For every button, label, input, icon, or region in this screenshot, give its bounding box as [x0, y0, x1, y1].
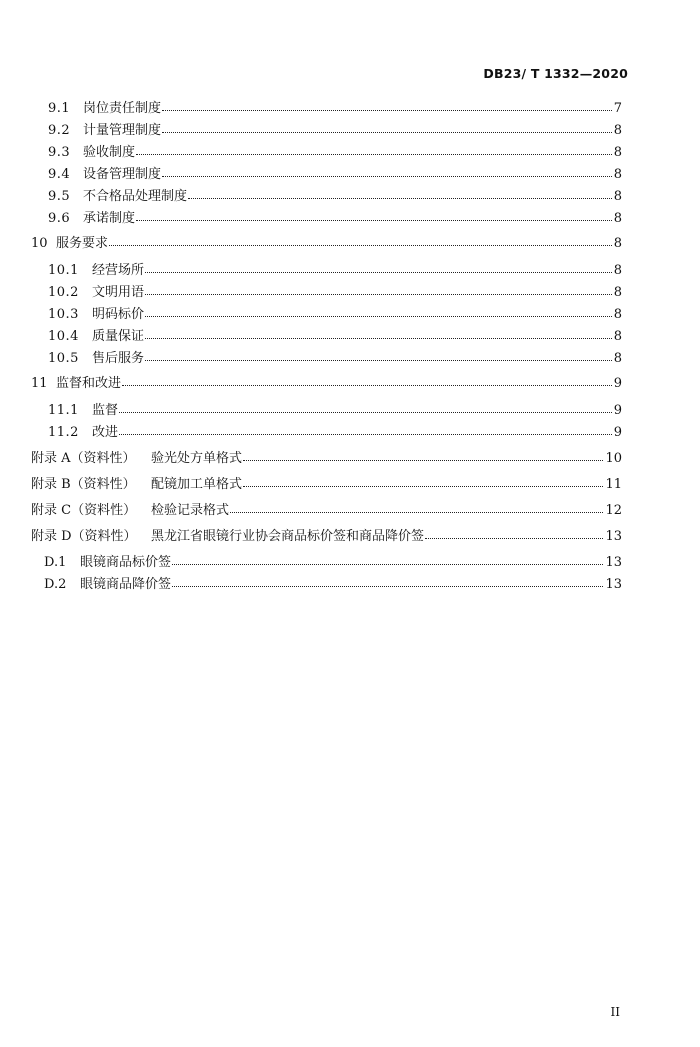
dot-leader: [425, 538, 603, 539]
toc-entry-title: 眼镜商品降价签: [80, 577, 172, 592]
dot-leader: [109, 245, 612, 246]
toc-entry-number: 10.1: [48, 263, 79, 278]
toc-entry-page: 13: [605, 529, 622, 544]
toc-entry-9-4[interactable]: [48, 166, 622, 184]
toc-entry-10-2[interactable]: [48, 284, 622, 302]
toc-entry-page: 8: [613, 285, 622, 300]
toc-entry-page: 9: [613, 425, 622, 440]
toc-entry-page: 8: [613, 167, 622, 182]
toc-entry-title: 眼镜商品标价签: [80, 555, 172, 570]
page-number: II: [610, 1005, 620, 1019]
toc-entry-title: 验收制度: [83, 145, 136, 160]
toc-entry-10-5[interactable]: [48, 350, 622, 368]
toc-entry-title: 配镜加工单格式: [151, 477, 243, 492]
dot-leader: [119, 434, 612, 435]
toc-entry-title: 检验记录格式: [151, 503, 230, 518]
toc-entry-page: 8: [613, 189, 622, 204]
toc-entry-11[interactable]: [31, 375, 622, 393]
dot-leader: [145, 338, 612, 339]
toc-entry-number: 9.1: [48, 101, 71, 116]
dot-leader: [243, 460, 603, 461]
toc-entry-title: 明码标价: [92, 307, 145, 322]
toc-entry-page: 7: [613, 101, 622, 116]
toc-entry-number: 9.4: [48, 167, 71, 182]
toc-entry-title: 计量管理制度: [83, 123, 162, 138]
toc-entry-title: 岗位责任制度: [83, 101, 162, 116]
toc-entry-number: 10.5: [48, 351, 79, 366]
toc-entry-page: 11: [605, 477, 622, 492]
toc-entry-number: 附录 C（资料性）: [31, 503, 137, 518]
toc-entry-page: 10: [605, 451, 622, 466]
toc-entry-number: 9.3: [48, 145, 71, 160]
dot-leader: [145, 316, 612, 317]
toc-entry-9-1[interactable]: [48, 100, 622, 118]
toc-entry-title: 不合格品处理制度: [83, 189, 188, 204]
toc-entry-title: 设备管理制度: [83, 167, 162, 182]
toc-entry-number: 11: [31, 376, 48, 391]
toc-entry-number: D.2: [44, 577, 67, 592]
dot-leader: [136, 154, 612, 155]
toc-entry-page: 8: [613, 329, 622, 344]
dot-leader: [230, 512, 603, 513]
toc-entry-title: 验光处方单格式: [151, 451, 243, 466]
toc-entry-number: 11.2: [48, 425, 79, 440]
toc-entry-number: 附录 D（资料性）: [31, 529, 137, 544]
toc-entry-page: 9: [613, 376, 622, 391]
toc-entry-number: 10: [31, 236, 48, 251]
toc-entry-title: 质量保证: [92, 329, 145, 344]
toc-entry-9-6[interactable]: [48, 210, 622, 228]
dot-leader: [162, 110, 612, 111]
toc-entry-title: 售后服务: [92, 351, 145, 366]
toc-entry-number: 10.2: [48, 285, 79, 300]
toc-entry-number: 10.3: [48, 307, 79, 322]
toc-entry-10-1[interactable]: [48, 262, 622, 280]
toc-entry-page: 8: [613, 123, 622, 138]
toc-entry-appendix-c[interactable]: [31, 502, 622, 520]
toc-entry-page: 13: [605, 577, 622, 592]
toc-entry-title: 承诺制度: [83, 211, 136, 226]
dot-leader: [145, 272, 612, 273]
toc-entry-d-2[interactable]: [44, 576, 622, 594]
toc-entry-title: 改进: [92, 425, 119, 440]
standard-code: DB23/ T 1332—2020: [483, 66, 628, 81]
toc-entry-number: D.1: [44, 555, 67, 570]
toc-entry-number: 9.6: [48, 211, 71, 226]
toc-entry-title: 监督: [92, 403, 119, 418]
toc-entry-page: 8: [613, 351, 622, 366]
dot-leader: [119, 412, 612, 413]
toc-entry-11-2[interactable]: [48, 424, 622, 442]
toc-entry-title: 监督和改进: [56, 376, 122, 391]
toc-entry-page: 8: [613, 307, 622, 322]
toc-entry-page: 8: [613, 263, 622, 278]
toc-entry-10-3[interactable]: [48, 306, 622, 324]
toc-entry-9-3[interactable]: [48, 144, 622, 162]
toc-entry-number: 9.2: [48, 123, 71, 138]
dot-leader: [172, 586, 603, 587]
toc-entry-9-2[interactable]: [48, 122, 622, 140]
toc-entry-10[interactable]: [31, 235, 622, 253]
dot-leader: [145, 294, 612, 295]
toc-entry-number: 附录 B（资料性）: [31, 477, 136, 492]
dot-leader: [136, 220, 612, 221]
toc-entry-number: 10.4: [48, 329, 79, 344]
toc-entry-title: 经营场所: [92, 263, 145, 278]
toc-entry-title: 黑龙江省眼镜行业协会商品标价签和商品降价签: [151, 529, 425, 544]
toc-entry-d-1[interactable]: [44, 554, 622, 572]
toc-entry-title: 文明用语: [92, 285, 145, 300]
toc-entry-title: 服务要求: [56, 236, 109, 251]
dot-leader: [243, 486, 603, 487]
toc-entry-number: 9.5: [48, 189, 71, 204]
toc-entry-page: 8: [613, 236, 622, 251]
toc-entry-number: 附录 A（资料性）: [31, 451, 136, 466]
dot-leader: [188, 198, 612, 199]
dot-leader: [162, 132, 612, 133]
dot-leader: [122, 385, 612, 386]
toc-entry-page: 9: [613, 403, 622, 418]
toc-entry-page: 13: [605, 555, 622, 570]
toc-entry-appendix-a[interactable]: [31, 450, 622, 468]
toc-entry-page: 8: [613, 211, 622, 226]
dot-leader: [162, 176, 612, 177]
toc-entry-9-5[interactable]: [48, 188, 622, 206]
toc-entry-number: 11.1: [48, 403, 79, 418]
toc-entry-page: 12: [605, 503, 622, 518]
toc-entry-10-4[interactable]: [48, 328, 622, 346]
toc-entry-11-1[interactable]: [48, 402, 622, 420]
dot-leader: [145, 360, 612, 361]
dot-leader: [172, 564, 603, 565]
toc-entry-appendix-b[interactable]: [31, 476, 622, 494]
toc-entry-page: 8: [613, 145, 622, 160]
toc-entry-appendix-d[interactable]: [31, 528, 622, 546]
